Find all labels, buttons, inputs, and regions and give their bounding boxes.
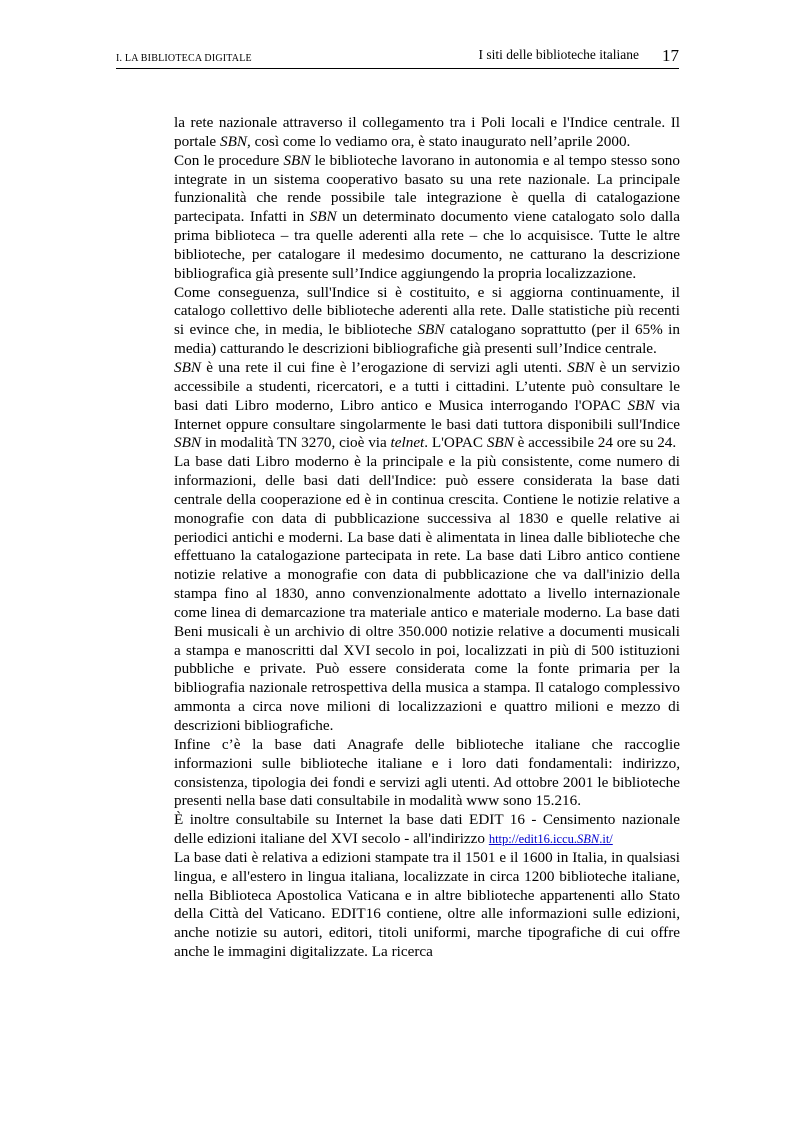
italic-term: SBN (174, 434, 202, 452)
italic-term: SBN (417, 321, 445, 339)
italic-term: SBN (309, 208, 337, 226)
italic-term: SBN (283, 151, 311, 169)
text-run: via Internet oppure consultare singolarmente le basi dati tuttora disponibili sull'Indice (174, 396, 680, 433)
paragraph-8 (174, 849, 680, 962)
text-run: la rete nazionale attraverso il collegamento tra i Poli locali e l'Indice centrale. Il portale (174, 114, 680, 150)
italic-term: SBN (174, 358, 202, 376)
italic-term: SBN (627, 396, 655, 414)
paragraph-2 (174, 152, 680, 284)
section-title: I siti delle biblioteche italiane (478, 47, 639, 62)
edit16-link[interactable] (489, 832, 613, 846)
text-run: Con le procedure (174, 151, 284, 169)
text-run: È inoltre consultabile su Internet la base dati EDIT 16 - Censimento nazionale delle edizioni italiane del XVI secolo - all'indirizzo (174, 811, 680, 848)
body-text (174, 114, 680, 962)
italic-term: SBN (567, 358, 595, 376)
text-run: è un servizio accessibile a studenti, ricercatori, e a tutti i cittadini. L’utente può consultare le basi dati Libro moderno, Libro antico e Musica interrogando l'OPAC (174, 358, 680, 414)
text-run: Infine c’è la base dati Anagrafe delle biblioteche italiane che raccoglie informazioni sulle biblioteche italiane e i loro dati fondamentali: indirizzo, consistenza, tipologia dei fondi e servizi agli utenti. Ad ottobre 2001 le biblioteche presenti nella base dati consultabile in modalità www sono 15.216. (174, 735, 680, 810)
text-run: .it/ (599, 832, 613, 847)
text-run: La base dati Libro moderno è la principale e la più consistente, come numero di informazioni, delle basi dati dell'Indice: può essere considerata la base dati centrale della cooperazione ed è in continua crescita. Contiene le notizie relative a monografie con data di pubblicazione successiva al 1830 e quelle relative ai periodici antichi e moderni. La base dati è alimentata in linea dalle biblioteche che effettuano la catalogazione partecipata in rete. La base dati Libro antico contiene notizie relative a monografie con data di pubblicazione che va dall'inizio della stampa fino al 1830, anno convenzionalmente adottato a livello internazionale come linea di demarcazione tra materiale antico e materiale moderno. La base dati Beni musicali è un archivio di oltre 350.000 notizie relative a documenti musicali a stampa e manoscritti dal XVI secolo in poi, localizzati in più di 500 istituzioni pubbliche e private. Può essere considerata come la fonte primaria per la bibliografia nazionale retrospettiva della musica a stampa. Il catalogo complessivo ammonta a circa nove milioni di localizzazioni e quattro milioni e mezzo di descrizioni bibliografiche. (174, 453, 680, 734)
paragraph-3 (174, 284, 680, 359)
paragraph-4 (174, 359, 680, 453)
text-run: le biblioteche lavorano in autonomia e al tempo stesso sono integrate in un sistema cooperativo basato su una rete nazionale. La principale funzionalità che rende possibile tale integrazione è quella di catalogazione partecipata. Infatti in (174, 151, 680, 226)
text-run: in modalità TN 3270, cioè via (201, 434, 391, 452)
paragraph-7 (174, 811, 680, 849)
text-run: La base dati è relativa a edizioni stampate tra il 1501 e il 1600 in Italia, in qualsiasi lingua, e all'estero in lingua italiana, localizzate in circa 1200 biblioteche italiane, nella Biblioteca Apostolica Vaticana e in altre biblioteche appartenenti allo Stato della Città del Vaticano. EDIT16 contiene, oltre alle informazioni sulle edizioni, anche notizie su autori, editori, titoli uniformi, marche tipografiche di cui offre anche le immagini digitalizzate. La ricerca (174, 848, 680, 961)
italic-term: SBN (219, 132, 247, 150)
text-run: un determinato documento viene catalogato solo dalla prima biblioteca – tra quelle aderenti alla rete – che lo acquisisce. Tutte le altre biblioteche, per catalogare il medesimo documento, ne catturano la descrizione bibliografica già presente sull’Indice aggiungendo la propria localizzazione. (174, 208, 680, 282)
chapter-title: I. LA BIBLIOTECA DIGITALE (116, 53, 252, 64)
text-run: http://edit16.iccu. (488, 832, 577, 847)
italic-term: telnet (390, 434, 425, 452)
paragraph-5 (174, 453, 680, 736)
text-run: , così come lo vediamo ora, è stato inaugurato nell’aprile 2000. (246, 132, 631, 150)
text-run: catalogano soprattutto (per il 65% in media) catturando le descrizioni bibliografiche già presenti sull’Indice centrale. (174, 321, 680, 358)
text-run: Come conseguenza, sull'Indice si è costituito, e si aggiorna continuamente, il catalogo collettivo delle biblioteche aderenti alla rete. Dalle statistiche più recenti si evince che, in media, le biblioteche (174, 283, 680, 339)
page-number: 17 (662, 46, 679, 65)
italic-term: SBN (577, 832, 600, 847)
page-header (116, 44, 679, 69)
paragraph-6 (174, 736, 680, 811)
text-run: è accessibile 24 ore su 24. (513, 434, 677, 452)
text-run: . L'OPAC (424, 434, 487, 452)
italic-term: SBN (486, 434, 514, 452)
text-run: è una rete il cui fine è l’erogazione di servizi agli utenti. (201, 358, 568, 376)
paragraph-1 (174, 114, 680, 152)
